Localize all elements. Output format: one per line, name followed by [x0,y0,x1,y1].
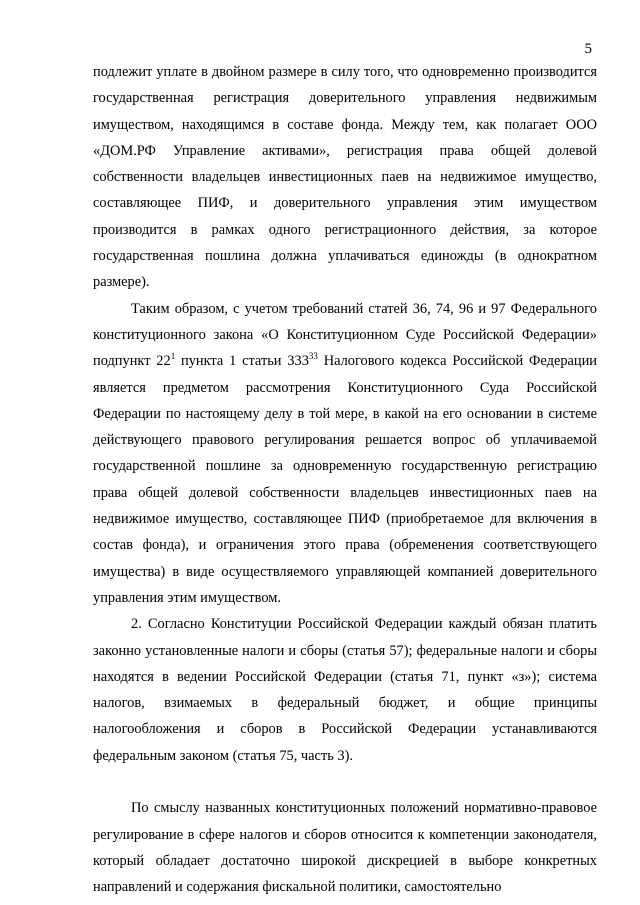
paragraph-continuation: подлежит уплате в двойном размере в силу того, что одновременно производится государственная регистрация доверительного управления недвижимым имуществом, находящимся в составе фонда. Между тем, как полагает ООО «ДОМ.РФ Управление активами», регистрация права общей долевой собственности владельцев инвестиционных паев на недвижимое имущество, составляющее ПИФ, и доверительного управления этим имуществом производится в рамках одного регистрационного действия, за которое государственная пошлина должна уплачиваться единожды (в однократном размере). [93,64,597,291]
paragraph-constitution: 2. Согласно Конституции Российской Федерации каждый обязан платить законно установленные налоги и сборы (статья 57); федеральные налоги и сборы находятся в ведении Российской Федерации (статья 71, пункт «з»); система налогов, взимаемых в федеральный бюджет, и общие принципы налогообложения и сборов в Российской Федерации устанавливаются федеральным законом (статья 75, часть 3). [93,616,597,764]
paragraph-text-part: пункта 1 статьи 333 [175,353,309,370]
paragraph-text-part: Налогового кодекса Российской Федерации является предметом рассмотрения Конституционного Суда Российской Федерации по настоящему делу в той мере, в какой на его основании в системе действующего правового регулирования решается вопрос об уплачиваемой государственной пошлине за одновременную государственную регистрацию права общей долевой собственности владельцев инвестиционных паев на недвижимое имущество, составляющее ПИФ (приобретаемое для включения в состав фонда), и ограничения этого права (обременения соответствующего имущества) в виде осуществляемого управляющей компанией доверительного управления этим имуществом. [93,353,598,606]
paragraph-legislator-discretion: По смыслу названных конституционных положений нормативно-правовое регулирование в сфере налогов и сборов относится к компетенции законодателя, который обладает достаточно широкой дискрецией в выборе конкретных направлений и содержания фискальной политики, самостоятельно [93,800,597,896]
page-number: 5 [584,41,592,57]
paragraph-subject-of-review [93,296,597,612]
paragraph-text-part: Таким образом, с учетом требований статей 36, 74, 96 и 97 Федерального конституционного закона «О Конституционном Суде Российской Федерации» подпункт 22 [93,300,597,370]
superscript-footnote: 33 [308,351,318,362]
document-body [93,59,597,901]
superscript-footnote: 1 [170,351,176,362]
